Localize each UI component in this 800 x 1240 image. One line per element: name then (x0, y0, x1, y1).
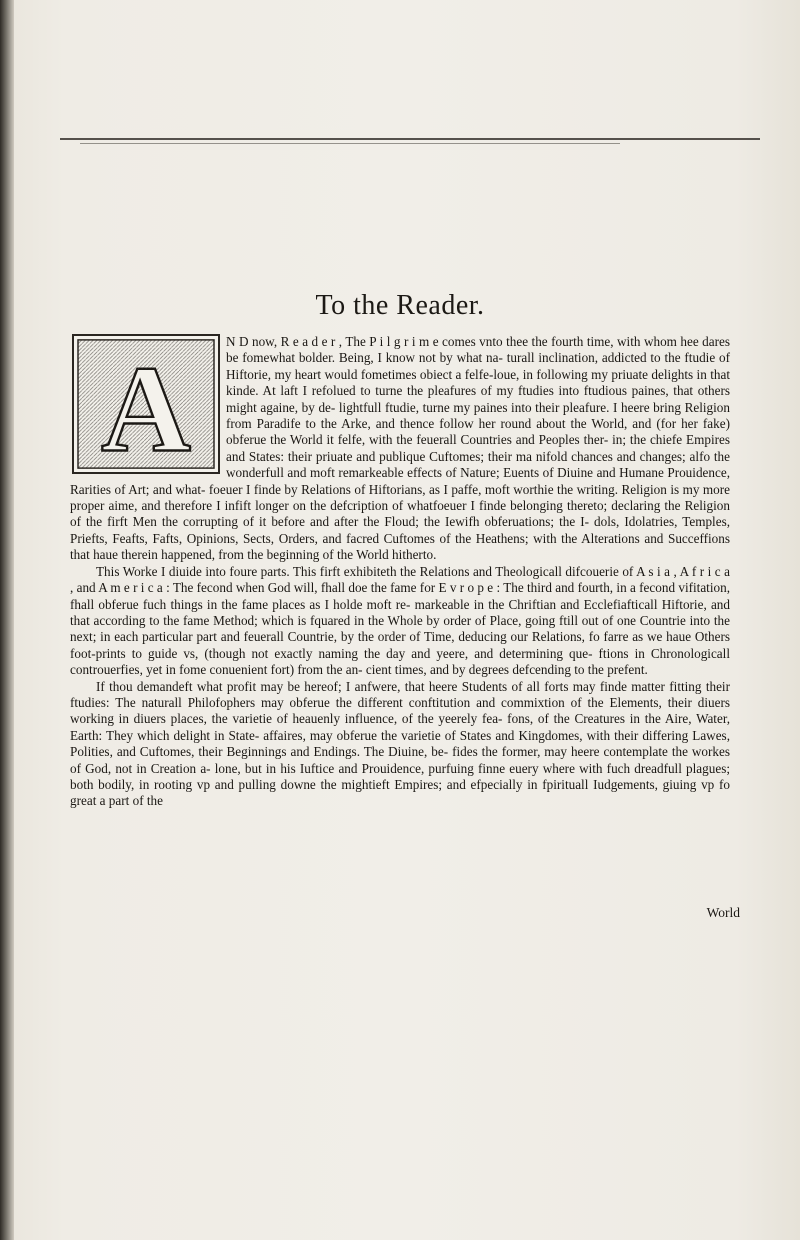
catchword: World (706, 905, 740, 920)
binding-gutter (0, 0, 14, 1240)
page-heading: To the Reader. (315, 290, 485, 321)
top-rule-thin (80, 143, 620, 144)
body-text (70, 334, 730, 810)
paragraph-2: This Worke I diuide into foure parts. This firft exhibiteth the Relations and Theologicall difcouerie of A s i a , A f r i c a , and A m e r i c a : The fecond when God will, fhall doe the fame for E v r o p e : The third and fourth, in a fecond vifitation, fhall obferue fuch things in the fame places as I holde moft re- markeable in the Chriftian and Ecclefiafticall Hiftorie, and that according to the fame Method; which is fquared in the Whole by order of Place, going ftill out of one Countrie into the next; in each particular part and feuerall Countrie, by the order of Time, deducing our Relations, fo farre as we haue Others foot-prints to guide vs, (though not exactly naming the day and yeere, and determining que- ftions in Chronologicall controuerfies, yet in fome conuenient fort) from the an- cient times, and by degrees defcending to the prefent. (70, 563, 730, 678)
top-rule (60, 138, 760, 140)
drop-cap-letter: A (101, 339, 191, 472)
paragraph-3: If thou demandeft what profit may be hereof; I anfwere, that heere Students of all forts may finde matter fitting their ftudies: The naturall Philofophers may obferue the different conftitution and commixtion of the Elements, their diuers working in diuers places, the varietie of heauenly influence, of the yeerely fea- fons, of the Creatures in the Aire, Water, Earth: They which delight in State- affaires, may obferue the varietie of States and Kingdomes, with their differing Lawes, Polities, and Cuftomes, their Beginnings and Endings. The Diuine, be- fides the former, may heere contemplate the workes of God, not in Creation a- lone, but in his Iuftice and Prouidence, purfuing finne euery where with fuch dreadfull plagues; both bodily, in rooting vp and pulling downe the mightieft Empires; and efpecially in fpirituall Iudgements, giuing vp fo great a part of the (70, 678, 730, 809)
paragraph-1: N D now, R e a d e r , The P i l g r i m e comes vnto thee the fourth time, with whom hee dares be fomewhat bolder. Being, I know not by what na- turall inclination, addicted to the ftudie of Hiftorie, my heart would fometimes obiect a felfe-loue, in following my priuate delights in that kinde. At laft I refolued to turne the pleafures of my ftudies into ftudious paines, that others might againe, by de- lightfull ftudie, turne my paines into their pleafure. I heere bring Religion from Paradife to the Arke, and thence follow her round about the World, and (for her fake) obferue the World it felfe, with the feuerall Countries and Peoples ther- in; the chiefe Empires and States: their priuate and publique Cuftomes; their ma nifold chances and changes; alfo the wonderfull and moft remarkeable effects of Nature; Euents of Diuine and Humane Prouidence, Rarities of Art; and what- foeuer I finde by Relations of Hiftorians, as I paffe, moft worthie the writing. Religion is my more proper aime, and therefore I infift longer on the defcription of whatfoeuer I finde belonging thereto; declaring the Religion of the firft Men the corrupting of it before and after the Floud; the Iewifh obferuations; the I- dols, Idolatries, Temples, Priefts, Feafts, Fafts, Opinions, Sects, Orders, and facred Cuftomes of the Heathens; with the Alterations and Succeffions that haue therein happened, from the beginning of the World hitherto. (70, 334, 730, 563)
